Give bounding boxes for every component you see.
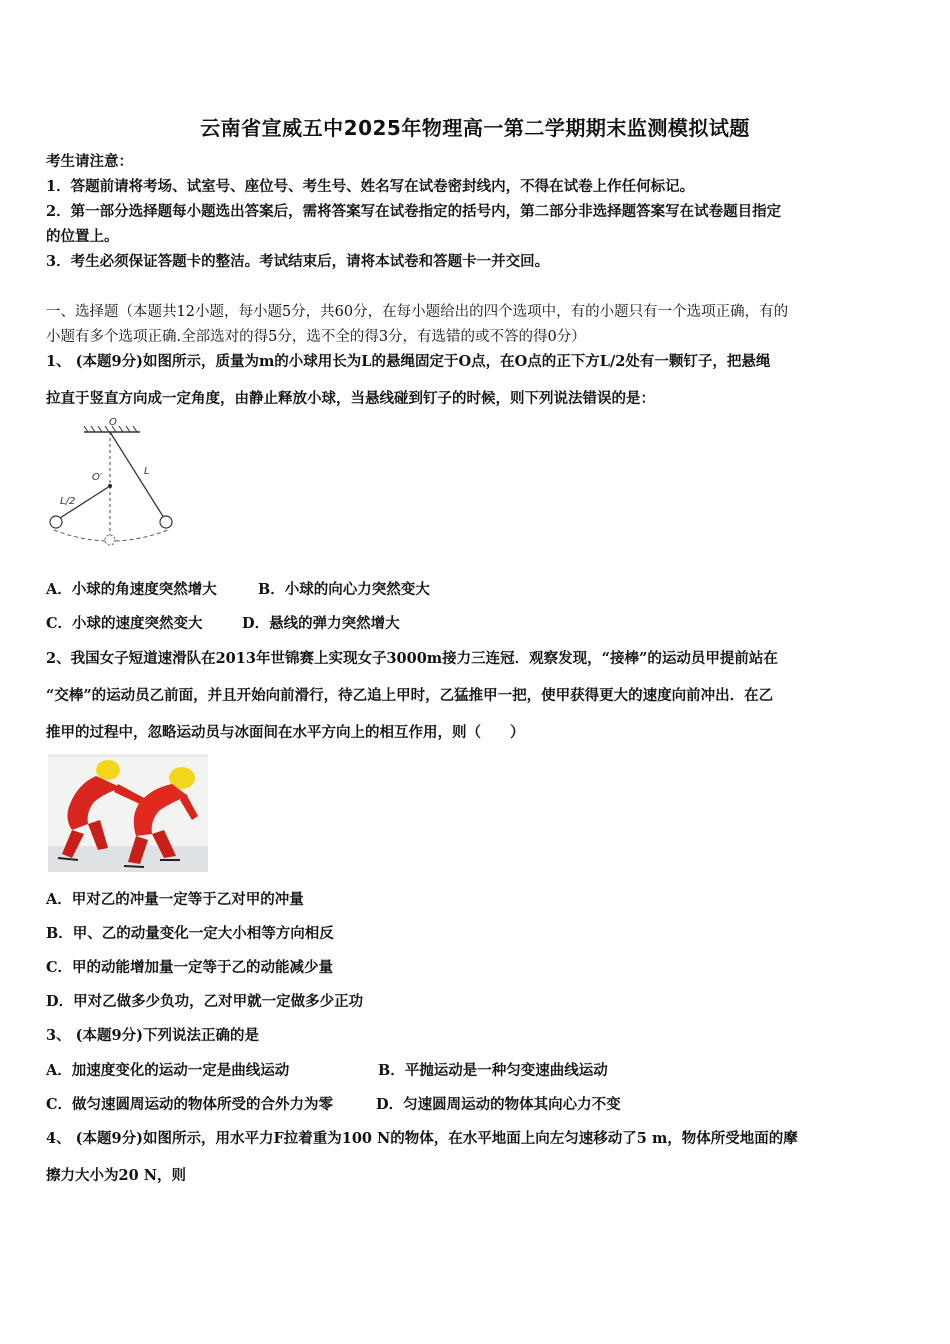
q4-stem-line-1: 4、 (本题9分)如图所示，用水平力F拉着重为100 N的物体，在水平地面上向左匀速移动了5 m，物体所受地面的摩 <box>46 1130 798 1147</box>
q1-option-b[interactable]: B．小球的向心力突然变大 <box>258 581 430 598</box>
notice-item-1: 1．答题前请将考场、试室号、座位号、考生号、姓名写在试卷密封线内，不得在试卷上作任何标记。 <box>46 178 695 195</box>
section-instructions-2: 小题有多个选项正确.全部选对的得5分，选不全的得3分，有选错的或不答的得0分） <box>46 329 586 345</box>
label-o: O <box>109 417 117 428</box>
q2-option-d[interactable]: D．甲对乙做多少负功，乙对甲就一定做多少正功 <box>46 993 364 1010</box>
label-l-half: L/2 <box>60 496 76 507</box>
q2-option-b[interactable]: B．甲、乙的动量变化一定大小相等方向相反 <box>46 925 334 942</box>
pendulum-figure <box>40 412 190 552</box>
q3-stem: 3、 (本题9分)下列说法正确的是 <box>46 1027 259 1044</box>
page-title: 云南省宣威五中2025年物理高一第二学期期末监测模拟试题 <box>200 116 750 140</box>
q2-stem-line-3: 推甲的过程中，忽略运动员与冰面间在水平方向上的相互作用，则（ ） <box>46 724 525 741</box>
label-l: L <box>144 466 150 477</box>
q2-option-c[interactable]: C．甲的动能增加量一定等于乙的动能减少量 <box>46 959 334 976</box>
section-instructions-1: 一、选择题（本题共12小题，每小题5分，共60分，在每小题给出的四个选项中，有的小题只有一个选项正确，有的 <box>46 304 789 320</box>
q3-option-b[interactable]: B．平抛运动是一种匀变速曲线运动 <box>378 1062 608 1079</box>
notice-item-3: 3．考生必须保证答题卡的整洁。考试结束后，请将本试卷和答题卡一并交回。 <box>46 253 550 270</box>
notice-item-2-cont: 的位置上。 <box>46 228 119 245</box>
q1-stem-line-1: 1、 (本题9分)如图所示，质量为m的小球用长为L的悬绳固定于O点，在O点的正下方L/2处有一颗钉子，把悬绳 <box>46 353 771 370</box>
q3-option-c[interactable]: C．做匀速圆周运动的物体所受的合外力为零 <box>46 1096 334 1113</box>
q2-stem-line-2: “交棒”的运动员乙前面，并且开始向前滑行，待乙追上甲时，乙猛推甲一把，使甲获得更大的速度向前冲出．在乙 <box>46 687 774 704</box>
q3-option-d[interactable]: D．匀速圆周运动的物体其向心力不变 <box>376 1096 621 1113</box>
q1-option-a[interactable]: A．小球的角速度突然增大 <box>46 581 217 598</box>
q1-stem-line-2: 拉直于竖直方向成一定角度，由静止释放小球，当悬线碰到钉子的时候，则下列说法错误的是： <box>46 390 655 407</box>
q1-option-d[interactable]: D．悬线的弹力突然增大 <box>242 615 400 632</box>
q2-option-a[interactable]: A．甲对乙的冲量一定等于乙对甲的冲量 <box>46 891 304 908</box>
q3-option-a[interactable]: A．加速度变化的运动一定是曲线运动 <box>46 1062 290 1079</box>
notice-heading: 考生请注意： <box>46 153 133 170</box>
speed-skaters-photo <box>48 754 208 872</box>
label-o-prime: O′ <box>92 472 103 483</box>
q4-stem-line-2: 擦力大小为20 N，则 <box>46 1167 186 1184</box>
notice-item-2: 2．第一部分选择题每小题选出答案后，需将答案写在试卷指定的括号内，第二部分非选择题答案写在试卷题目指定 <box>46 203 782 220</box>
q2-stem-line-1: 2、我国女子短道速滑队在2013年世锦赛上实现女子3000m接力三连冠．观察发现，“接棒”的运动员甲提前站在 <box>46 650 778 667</box>
q1-option-c[interactable]: C．小球的速度突然变大 <box>46 615 203 632</box>
